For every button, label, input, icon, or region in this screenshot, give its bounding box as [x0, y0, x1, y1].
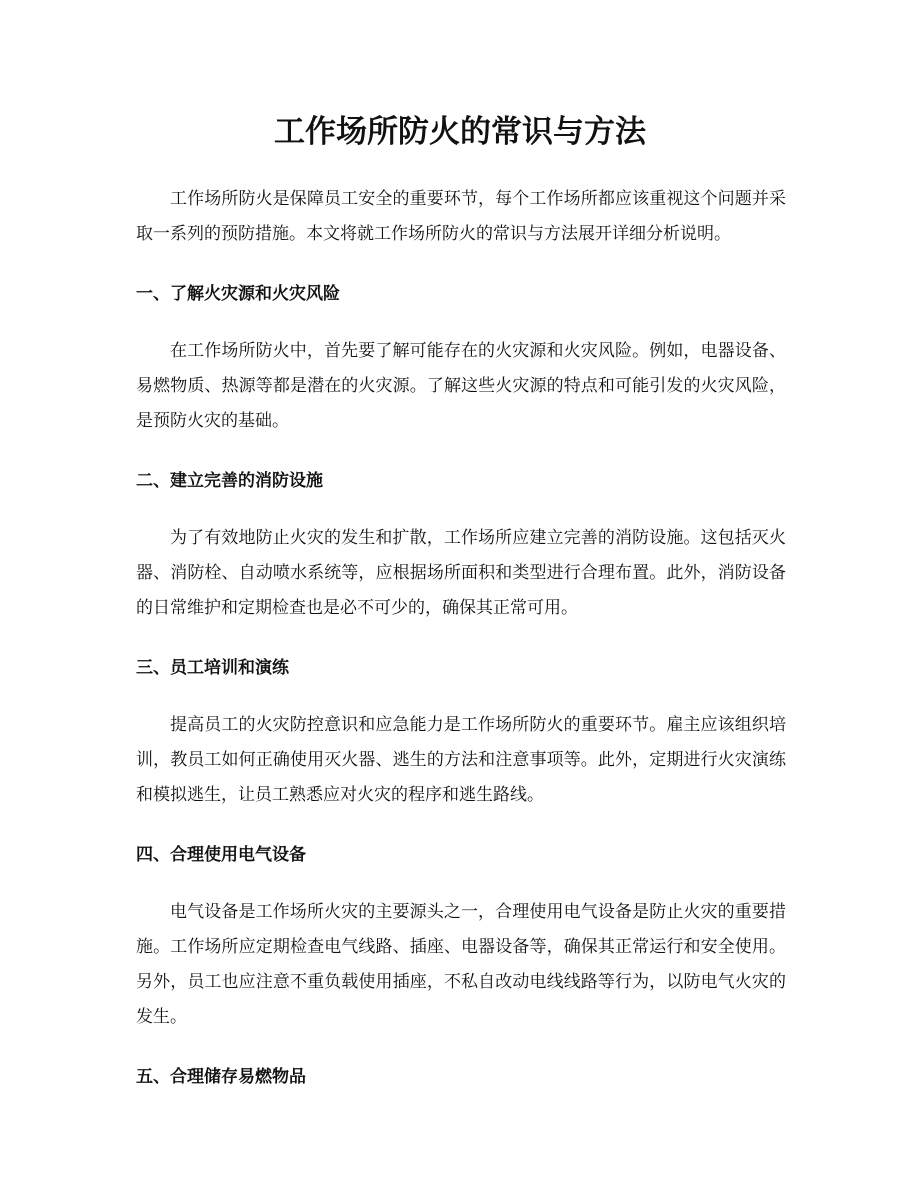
section-1-paragraph: 在工作场所防火中，首先要了解可能存在的火灾源和火灾风险。例如，电器设备、易燃物质、热源等都是潜在的火灾源。了解这些火灾源的特点和可能引发的火灾风险，是预防火灾的基础。 [136, 341, 786, 431]
intro-paragraph: 工作场所防火是保障员工安全的重要环节，每个工作场所都应该重视这个问题并采取一系列的预防措施。本文将就工作场所防火的常识与方法展开详细分析说明。 [136, 189, 786, 244]
section-4-heading: 四、合理使用电气设备 [136, 845, 306, 865]
section-3-paragraph: 提高员工的火灾防控意识和应急能力是工作场所防火的重要环节。雇主应该组织培训，教员工如何正确使用灭火器、逃生的方法和注意事项等。此外，定期进行火灾演练和模拟逃生，让员工熟悉应对火灾的程序和逃生路线。 [136, 715, 786, 805]
document-body [136, 182, 786, 1095]
section-5-heading: 五、合理储存易燃物品 [136, 1067, 306, 1087]
section-4-paragraph: 电气设备是工作场所火灾的主要源头之一，合理使用电气设备是防止火灾的重要措施。工作场所应定期检查电气线路、插座、电器设备等，确保其正常运行和安全使用。另外，员工也应注意不重负载使用插座，不私自改动电线线路等行为，以防电气火灾的发生。 [136, 902, 786, 1027]
section-1-heading: 一、了解火灾源和火灾风险 [136, 284, 340, 304]
document-title: 工作场所防火的常识与方法 [274, 114, 646, 150]
section-3-heading: 三、员工培训和演练 [136, 658, 289, 678]
section-2-heading: 二、建立完善的消防设施 [136, 471, 323, 491]
section-2-paragraph: 为了有效地防止火灾的发生和扩散，工作场所应建立完善的消防设施。这包括灭火器、消防栓、自动喷水系统等，应根据场所面积和类型进行合理布置。此外，消防设备的日常维护和定期检查也是必不可少的，确保其正常可用。 [136, 528, 786, 618]
